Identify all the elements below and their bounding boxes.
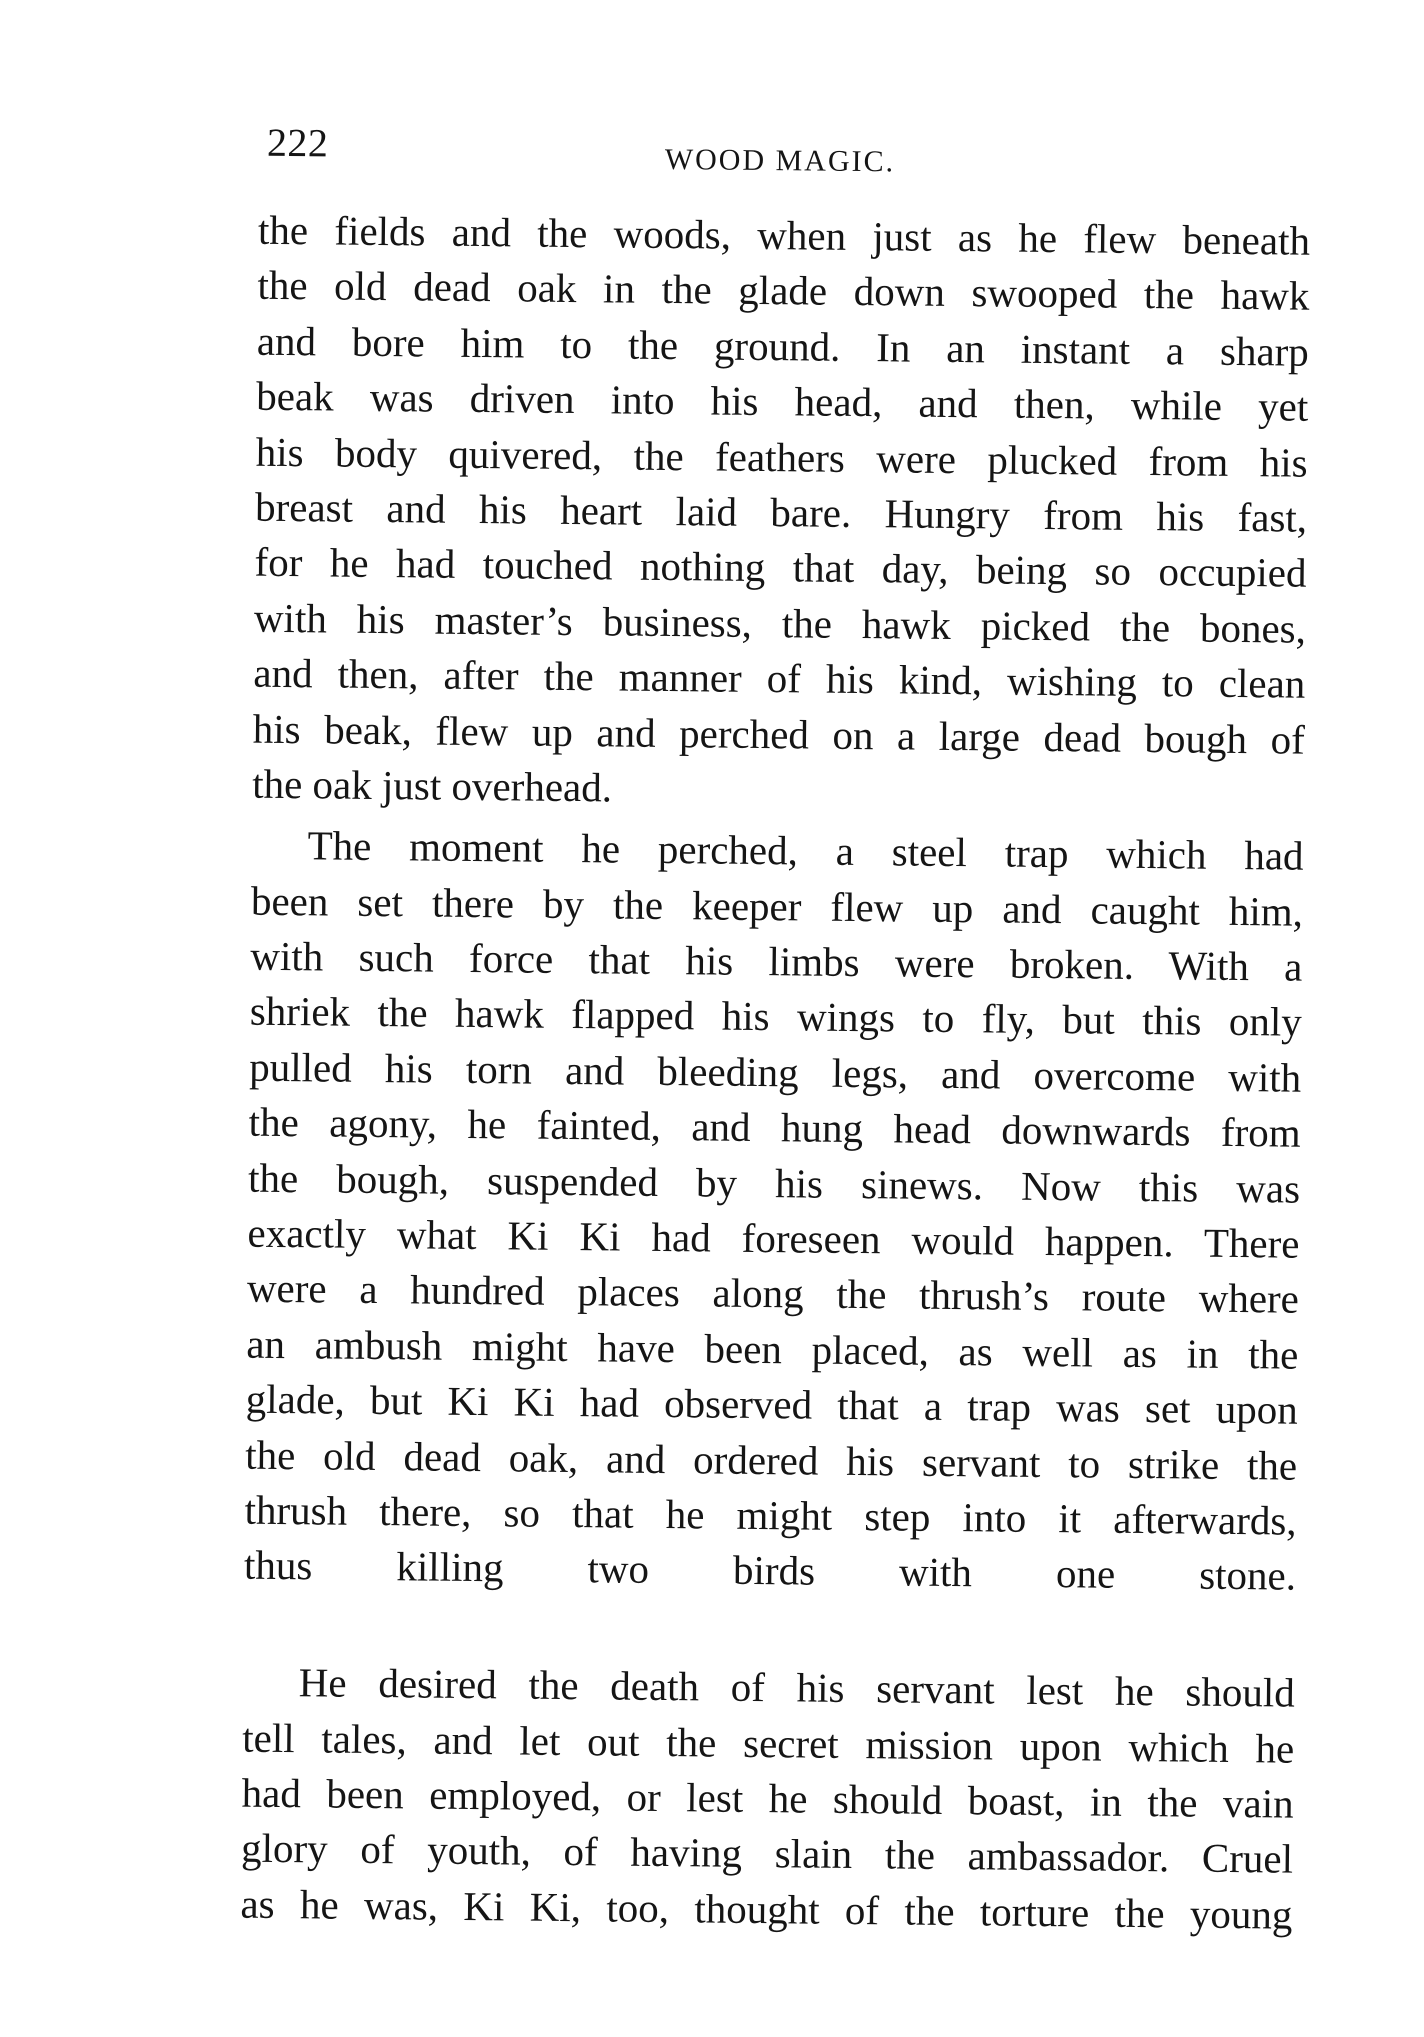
text-line: thrush there, so that he might step into it afterwards, — [244, 1486, 1297, 1544]
paragraph-2 — [243, 818, 1304, 1660]
text-line: the old dead oak in the glade down swooped the hawk — [257, 262, 1310, 320]
text-line: his body quivered, the feathers were plucked from his — [255, 428, 1308, 486]
text-line: exactly what Ki Ki had foreseen would happen. There — [247, 1209, 1300, 1267]
text-line: with his master’s business, the hawk picked the bones, — [253, 594, 1307, 652]
text-line: an ambush might have been placed, as well as in the — [246, 1320, 1299, 1378]
text-line: tell tales, and let out the secret mission upon which he — [242, 1714, 1295, 1772]
page-number: 222 — [266, 119, 329, 166]
paragraph-3 — [240, 1655, 1295, 1943]
text-line: the oak just overhead. — [251, 760, 613, 811]
text-line: and then, after the manner of his kind, wishing to clean — [253, 649, 1306, 707]
text-line: been set there by the keeper flew up and caught him, — [250, 877, 1304, 935]
body-text — [240, 203, 1310, 1943]
text-line: had been employed, or lest he should boast, in the vain — [241, 1769, 1294, 1827]
paragraph-1 — [252, 203, 1310, 823]
text-line: glory of youth, of having slain the ambassador. Cruel — [240, 1824, 1294, 1882]
running-head: WOOD MAGIC. — [664, 142, 896, 179]
text-line: his beak, flew up and perched on a large dead bough of — [252, 705, 1306, 763]
text-line: with such force that his limbs were broken. With a — [250, 932, 1303, 990]
text-line: the bough, suspended by his sinews. Now this was — [247, 1154, 1301, 1212]
text-line: were a hundred places along the thrush’s route where — [246, 1265, 1300, 1323]
text-line: The moment he perched, a steel trap which had — [307, 822, 1304, 879]
text-line: breast and his heart laid bare. Hungry from his fast, — [254, 483, 1308, 541]
text-line: the agony, he fainted, and hung head downwards from — [248, 1098, 1301, 1156]
text-line: pulled his torn and bleeding legs, and overcome with — [249, 1043, 1302, 1101]
text-line: the fields and the woods, when just as he flew beneath — [257, 206, 1311, 264]
text-line: beak was driven into his head, and then, while yet — [256, 372, 1309, 430]
text-line: shriek the hawk flapped his wings to fly, but this only — [249, 988, 1303, 1046]
text-line: glade, but Ki Ki had observed that a trap was set upon — [245, 1375, 1298, 1433]
text-line: for he had touched nothing that day, being so occupied — [254, 539, 1307, 597]
text-line: He desired the death of his servant lest he should — [298, 1659, 1296, 1716]
text-line: thus killing two birds with one stone. — [243, 1542, 1297, 1600]
text-line: as he was, Ki Ki, too, thought of the torture the young — [240, 1880, 1293, 1938]
text-line: the old dead oak, and ordered his servant to strike the — [244, 1431, 1298, 1489]
text-line: and bore him to the ground. In an instant a sharp — [256, 317, 1310, 375]
